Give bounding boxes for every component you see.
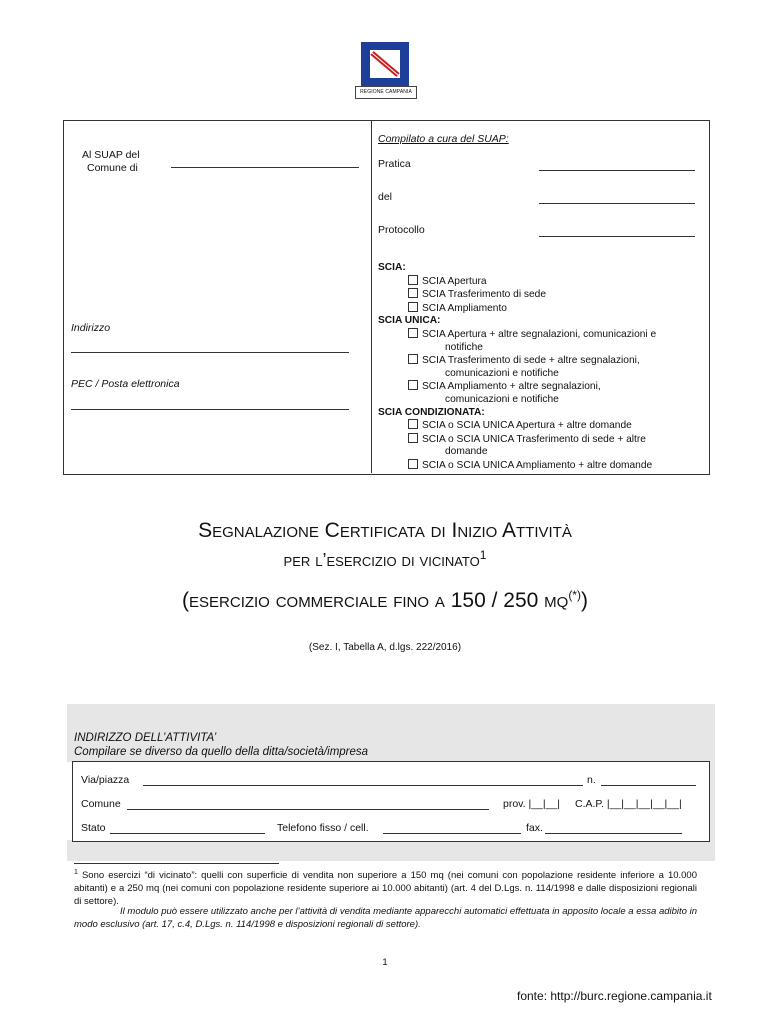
via-label: Via/piazza [81,774,130,786]
coat-of-arms-icon [361,42,409,86]
fax-field[interactable] [545,833,682,834]
recipient-label-line2: Comune di [87,162,138,174]
logo-caption: REGIONE CAMPANIA [355,86,417,99]
footnote-note: Il modulo può essere utilizzato anche per l’attività di vendita mediante apparecchi automatici effettuata in apposito locale a essa adibito in modo esclusivo (art. 17, c.4, D.Lgs. n. 114/1998 e disposizioni regionali di settore). [74,906,697,930]
legal-reference: (Sez. I, Tabella A, d.lgs. 222/2016) [308,642,462,653]
footnote-separator [74,863,279,864]
scia-unica-option-apertura-cont: notifiche [445,341,483,353]
footnote-ref: 1 [479,548,487,562]
region-logo [360,42,412,97]
scia-unica-option-ampliamento-cont: comunicazioni e notifiche [445,393,559,405]
address-section-subtitle: Compilare se diverso da quello della ditta/società/impresa [74,746,369,758]
pec-field[interactable] [71,409,349,410]
footnote-marker: 1 [74,869,78,876]
scia-cond-option-trasferimento[interactable]: SCIA o SCIA UNICA Trasferimento di sede + altre [378,433,708,447]
scia-option-ampliamento[interactable]: SCIA Ampliamento [378,302,708,316]
pec-label: PEC / Posta elettronica [71,378,180,390]
scia-unica-option-ampliamento[interactable]: SCIA Ampliamento + altre segnalazioni, [378,380,708,394]
comune-field[interactable] [171,167,359,168]
scia-cond-option-apertura[interactable]: SCIA o SCIA UNICA Apertura + altre domande [378,419,708,433]
protocollo-field[interactable] [539,236,695,237]
del-label: del [378,191,393,203]
address-section-bottom [67,840,715,861]
address-field[interactable] [71,352,349,353]
cap-field[interactable]: C.A.P. |__|__|__|__|__| [575,798,682,810]
civic-number-label: n. [587,774,596,786]
address-label: Indirizzo [71,322,111,334]
scia-unica-heading: SCIA UNICA: [378,315,441,327]
scia-unica-option-trasferimento-cont: comunicazioni e notifiche [445,367,559,379]
scia-unica-option-trasferimento[interactable]: SCIA Trasferimento di sede + altre segnalazioni, [378,354,708,368]
pratica-label: Pratica [378,158,411,170]
scia-condizionata-heading: SCIA CONDIZIONATA: [378,406,485,418]
document-title: Segnalazione Certificata di Inizio Attività [198,519,572,542]
checkbox-icon [408,288,418,298]
checkbox-icon [408,302,418,312]
checkbox-icon [408,419,418,429]
checkbox-icon [408,275,418,285]
scia-options [378,262,708,473]
footnote: $^1$ Sono esercizi “di vicinato”: quelli con superficie di vendita non superiore a 150 mq (nei comuni con popolazione residente inferiore a 10.000 abitanti) e a 250 mq (nei comuni con popolazione residente superiore ai 10.000 abitanti) (art. 4 del D.Lgs. n. 114/1998 e dalle disposizioni regionali di settore). [74,869,697,907]
stato-field[interactable] [110,833,265,834]
scia-cond-option-ampliamento[interactable]: SCIA o SCIA UNICA Ampliamento + altre domande [378,459,708,473]
comune-address-field[interactable] [127,809,489,810]
scia-heading: SCIA: [378,262,406,273]
via-field[interactable] [143,785,583,786]
source-link[interactable]: fonte: http://burc.regione.campania.it [517,989,712,1003]
checkbox-icon [408,380,418,390]
document-scope: (esercizio commerciale fino a 150 / 250 mq(*)) [182,588,588,612]
stato-label: Stato [81,822,106,834]
address-section-title: INDIRIZZO DELL’ATTIVITA’ [74,732,217,744]
pratica-field[interactable] [539,170,695,171]
page-number: 1 [382,957,388,968]
comune-label: Comune [81,798,121,810]
suap-heading: Compilato a cura del SUAP: [378,133,509,145]
header-divider [371,121,372,473]
recipient-label-line1: Al SUAP del [82,149,140,161]
document-subtitle: per l’esercizio di vicinato$^1$ [283,548,487,570]
province-field[interactable]: prov. |__|__| [503,798,561,810]
scia-option-trasferimento[interactable]: SCIA Trasferimento di sede [378,288,708,302]
protocollo-label: Protocollo [378,224,425,236]
telefono-field[interactable] [383,833,521,834]
scia-cond-option-trasferimento-cont: domande [445,446,488,458]
checkbox-icon [408,433,418,443]
checkbox-icon [408,354,418,364]
scia-option-apertura[interactable]: SCIA Apertura [378,275,708,289]
del-field[interactable] [539,203,695,204]
checkbox-icon [408,459,418,469]
fax-label: fax. [526,822,543,834]
checkbox-icon [408,328,418,338]
civic-number-field[interactable] [601,785,696,786]
scia-unica-option-apertura[interactable]: SCIA Apertura + altre segnalazioni, comunicazioni e [378,328,708,342]
telefono-label: Telefono fisso / cell. [277,822,369,834]
